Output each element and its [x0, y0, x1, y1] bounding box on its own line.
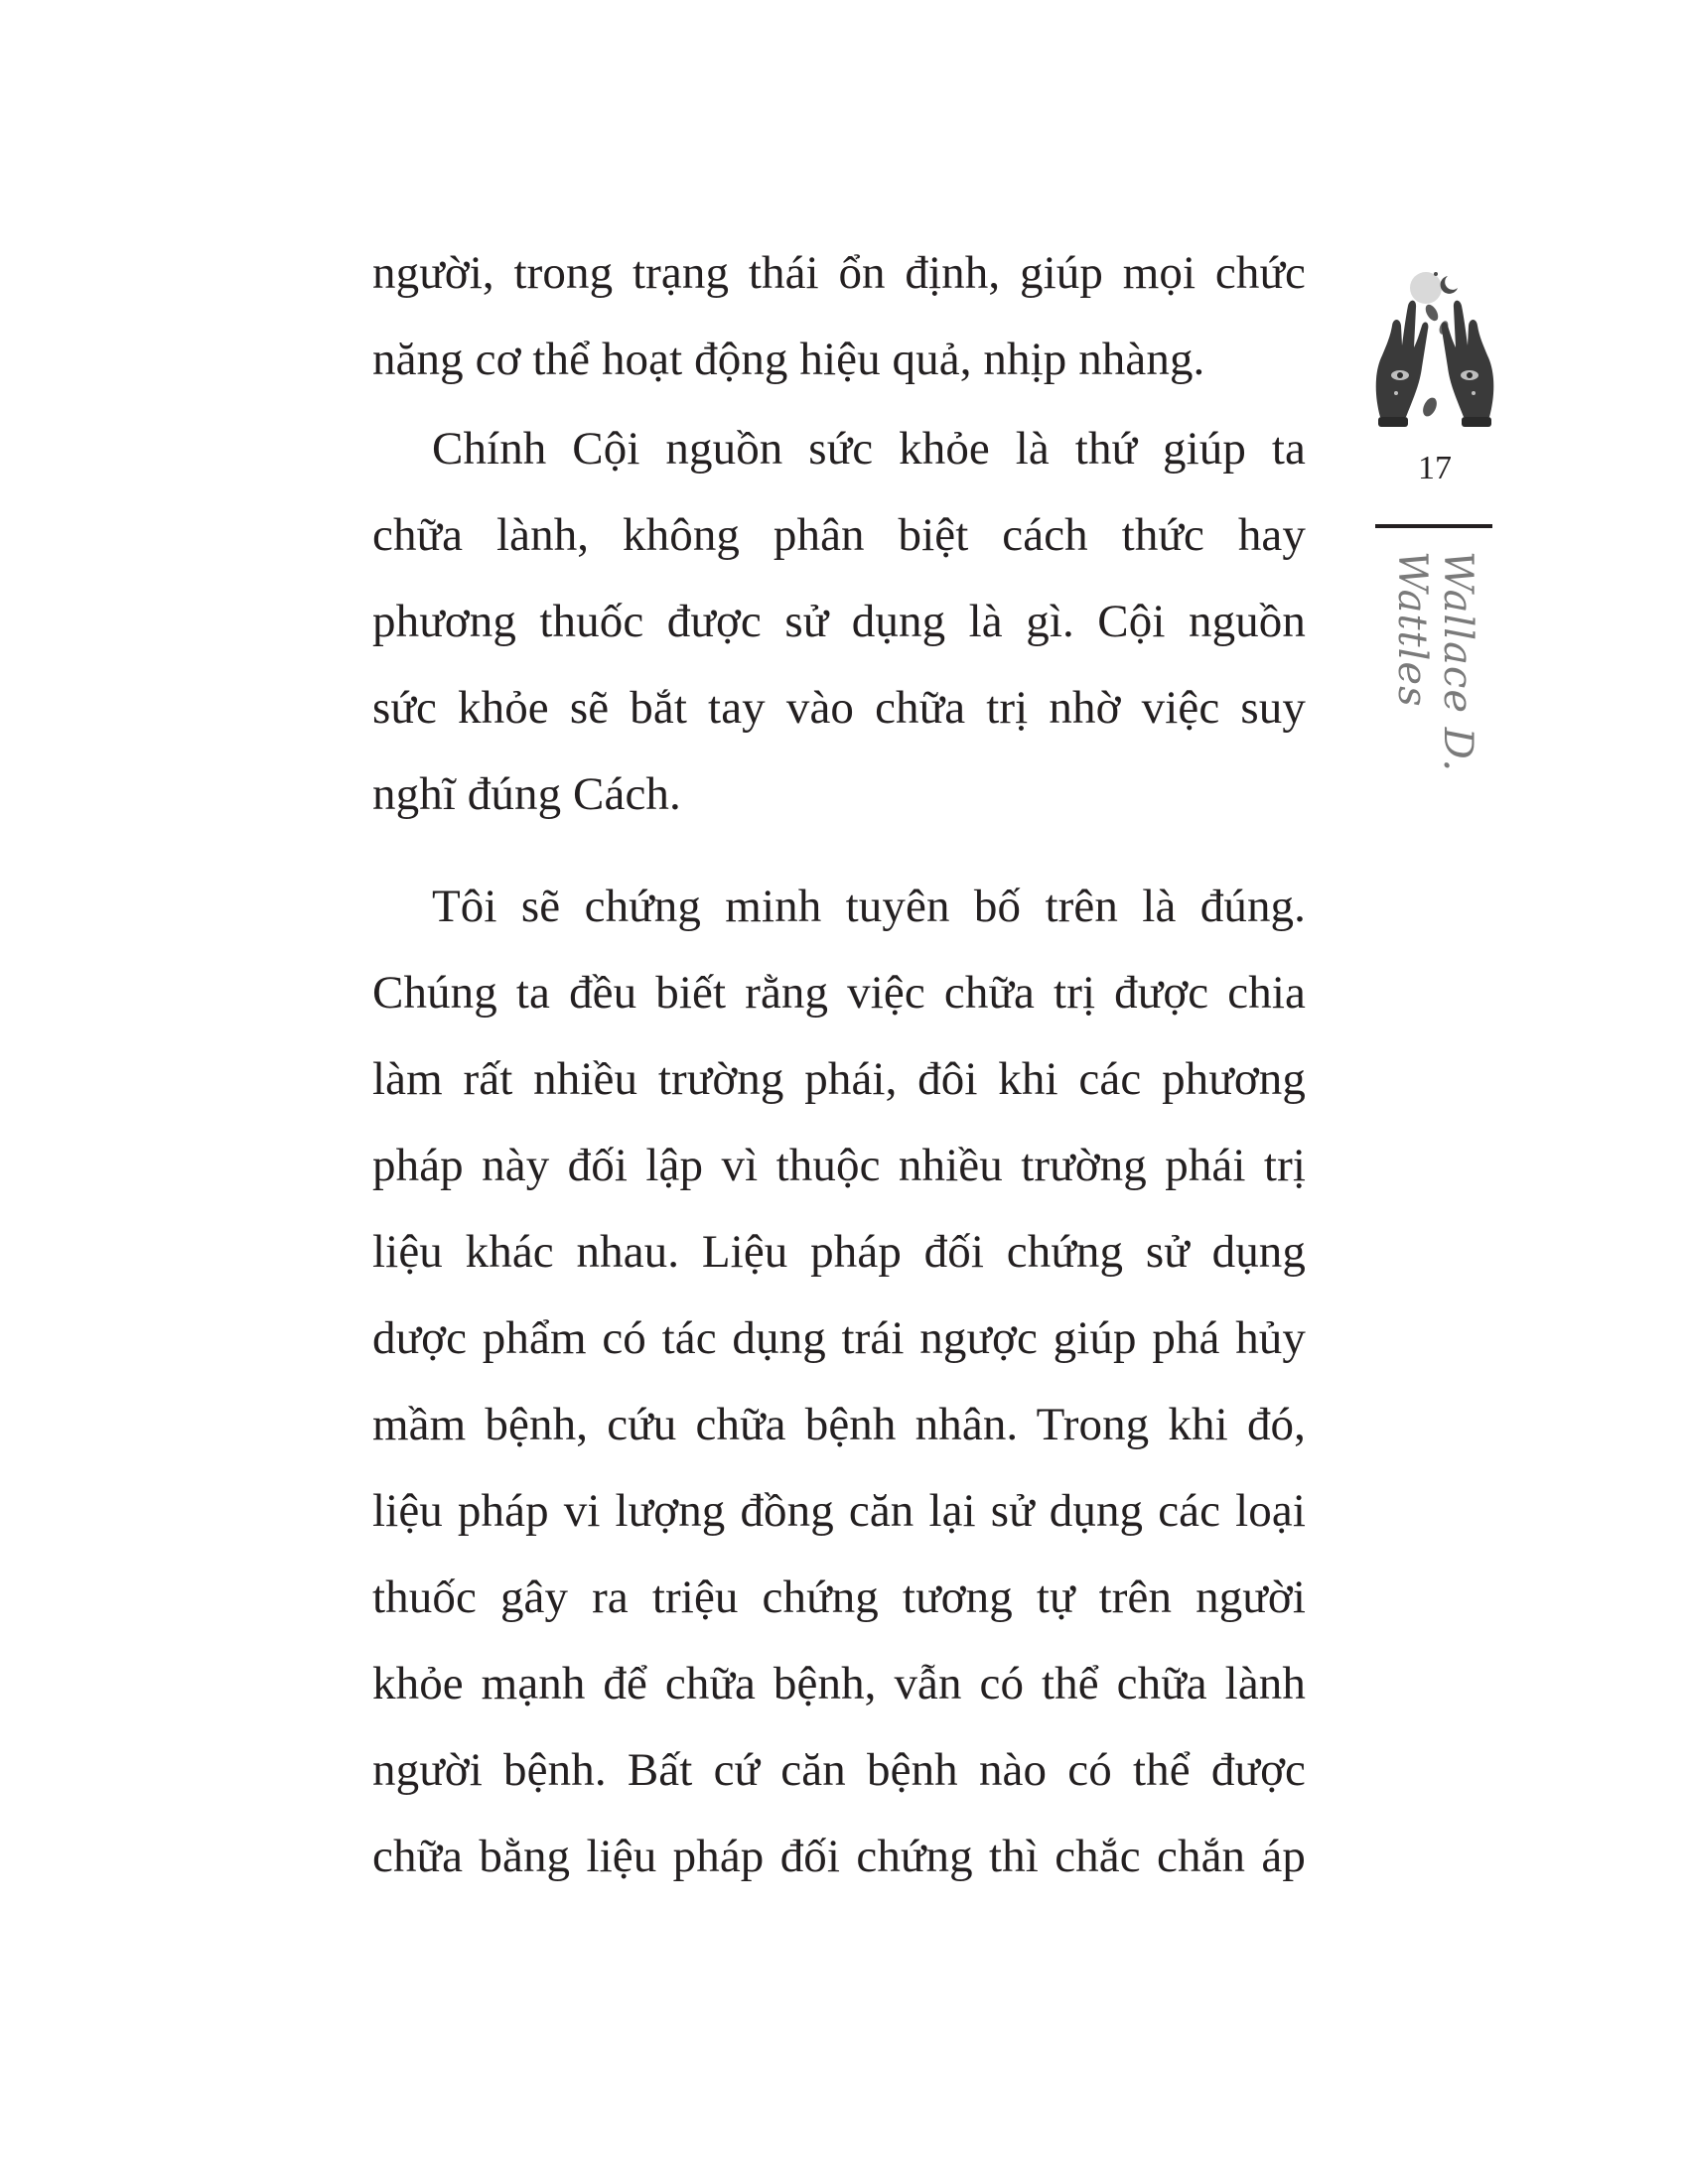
hands-with-moon-icon [1360, 268, 1509, 437]
divider [1375, 524, 1492, 528]
paragraph-3 [372, 864, 1306, 1900]
text-line: phương thuốc được sử dụng là gì. Cội nguồn [372, 596, 1306, 647]
text-line: năng cơ thể hoạt động hiệu quả, nhịp nhàng. [372, 334, 1205, 385]
text-line: dược phẩm có tác dụng trái ngược giúp phá hủy [372, 1312, 1306, 1364]
text-line: pháp này đối lập vì thuộc nhiều trường phái trị [372, 1140, 1306, 1191]
text-line: làm rất nhiều trường phái, đôi khi các phương [372, 1053, 1306, 1105]
text-line: mầm bệnh, cứu chữa bệnh nhân. Trong khi đó, [372, 1399, 1306, 1450]
text-line: liệu pháp vi lượng đồng căn lại sử dụng các loại [372, 1485, 1306, 1537]
text-line: liệu khác nhau. Liệu pháp đối chứng sử dụng [372, 1226, 1306, 1278]
text-line: thuốc gây ra triệu chứng tương tự trên người [372, 1571, 1306, 1623]
text-line: chữa lành, không phân biệt cách thức hay [372, 509, 1306, 561]
body-text [372, 230, 1306, 1900]
text-line: Chính Cội nguồn sức khỏe là thứ giúp ta [432, 423, 1306, 475]
text-line: nghĩ đúng Cách. [372, 768, 681, 820]
text-line: khỏe mạnh để chữa bệnh, vẫn có thể chữa lành [372, 1658, 1306, 1709]
text-line: Tôi sẽ chứng minh tuyên bố trên là đúng. [432, 881, 1306, 932]
paragraph-2 [372, 406, 1306, 838]
text-line: người, trong trạng thái ổn định, giúp mọi chức [372, 247, 1306, 299]
text-line: Chúng ta đều biết rằng việc chữa trị được chia [372, 967, 1306, 1019]
page-number: 17 [1418, 450, 1452, 486]
text-line: người bệnh. Bất cứ căn bệnh nào có thể được [372, 1744, 1306, 1796]
author-name: Wallace D. Wattles [1389, 551, 1480, 773]
text-line: chữa bằng liệu pháp đối chứng thì chắc chắn áp [372, 1831, 1306, 1882]
running-head [1380, 551, 1489, 869]
paragraph-1 [372, 230, 1306, 403]
text-line: sức khỏe sẽ bắt tay vào chữa trị nhờ việc suy [372, 682, 1306, 734]
